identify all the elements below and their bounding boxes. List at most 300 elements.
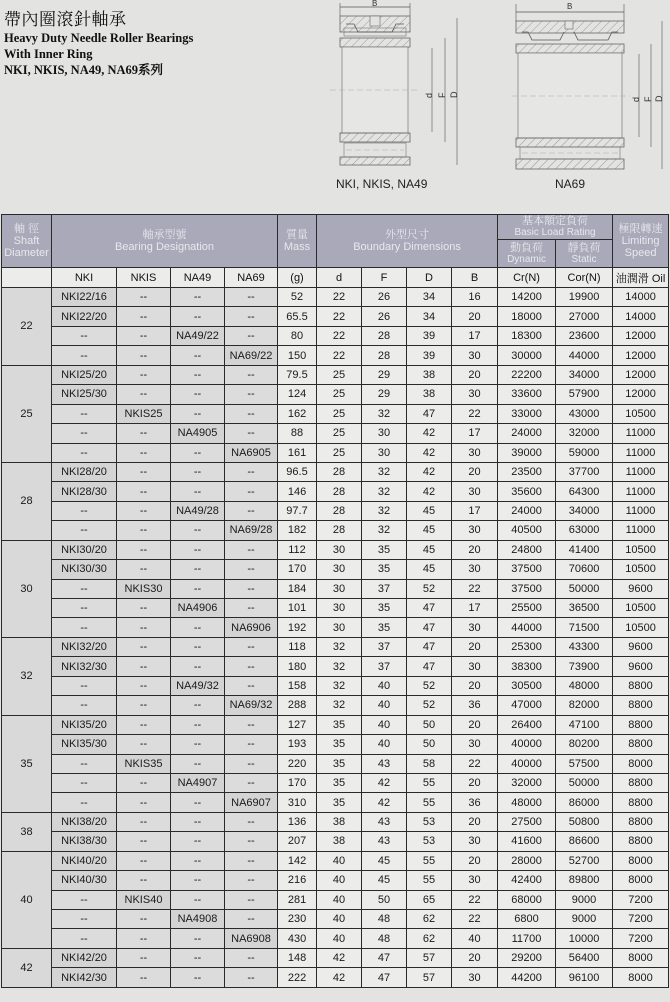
cell-na69: -- [225,404,278,423]
cell-cr: 23500 [498,462,556,481]
cell-d: 25 [317,404,362,423]
cell-outer-d: 57 [407,948,452,967]
cell-nki: NKI22/20 [52,307,117,326]
cell-cr: 68000 [498,890,556,909]
cell-f: 43 [362,754,407,773]
cell-cor: 59000 [556,443,613,462]
cell-mass: 118 [278,637,317,656]
cell-cr: 33600 [498,385,556,404]
cell-nkis: -- [117,346,171,365]
cell-cor: 52700 [556,851,613,870]
cell-b: 22 [452,910,498,929]
cell-na69: -- [225,812,278,831]
cell-d: 35 [317,793,362,812]
cell-cr: 39000 [498,443,556,462]
header-bearing-designation: 軸承型號 Bearing Designation [52,215,278,268]
cell-mass: 216 [278,871,317,890]
cell-f: 29 [362,365,407,384]
cell-na69: -- [225,424,278,443]
cell-speed: 8800 [613,735,669,754]
cell-outer-d: 52 [407,579,452,598]
cell-b: 20 [452,637,498,656]
cell-f: 32 [362,482,407,501]
cell-na49: -- [171,948,225,967]
cell-outer-d: 45 [407,501,452,520]
cell-outer-d: 55 [407,871,452,890]
cell-nkis: -- [117,307,171,326]
subheader-cell: 油潤滑 Oil [613,268,669,288]
cell-b: 20 [452,851,498,870]
cell-cr: 37500 [498,579,556,598]
cell-d: 32 [317,696,362,715]
subheader-cell: NA69 [225,268,278,288]
cell-b: 36 [452,793,498,812]
cell-b: 30 [452,385,498,404]
dim-d-label: d [424,92,434,98]
cell-speed: 10500 [613,618,669,637]
table-row [2,754,669,773]
table-row [2,579,669,598]
cell-nki: -- [52,424,117,443]
cell-mass: 220 [278,754,317,773]
table-row [2,676,669,695]
cell-na49: NA49/22 [171,326,225,345]
cell-cr: 14200 [498,288,556,307]
cell-na49: -- [171,754,225,773]
table-row [2,657,669,676]
cell-d: 30 [317,540,362,559]
cell-b: 20 [452,773,498,792]
cell-outer-d: 42 [407,482,452,501]
cell-f: 43 [362,832,407,851]
cell-f: 35 [362,599,407,618]
cell-outer-d: 62 [407,929,452,948]
cell-nkis: -- [117,851,171,870]
cell-outer-d: 50 [407,715,452,734]
bearing-diagram-na69 [512,0,667,172]
cell-speed: 10500 [613,404,669,423]
cell-outer-d: 62 [407,910,452,929]
cell-speed: 11000 [613,443,669,462]
cell-na69: -- [225,365,278,384]
title-series: NKI, NKIS, NA49, NA69系列 [4,63,164,77]
cell-speed: 11000 [613,462,669,481]
table-row [2,890,669,909]
header-dynamic: 動負荷 Dynamic [498,240,556,268]
cell-d: 30 [317,599,362,618]
cell-cr: 38300 [498,657,556,676]
cell-f: 48 [362,929,407,948]
cell-mass: 222 [278,968,317,987]
cell-cr: 24000 [498,424,556,443]
table-row [2,948,669,967]
cell-cor: 47100 [556,715,613,734]
header-shaft-diameter: 軸 徑 Shaft Diameter [2,215,52,268]
cell-cor: 34000 [556,365,613,384]
cell-nkis: -- [117,288,171,307]
table-row [2,404,669,423]
cell-speed: 9600 [613,657,669,676]
cell-f: 47 [362,968,407,987]
cell-outer-d: 42 [407,424,452,443]
cell-b: 22 [452,890,498,909]
cell-d: 25 [317,443,362,462]
cell-mass: 158 [278,676,317,695]
cell-na69: -- [225,579,278,598]
cell-speed: 8800 [613,696,669,715]
cell-cor: 50000 [556,579,613,598]
cell-d: 30 [317,560,362,579]
dim-b-label: B [372,0,378,8]
cell-nki: -- [52,793,117,812]
cell-mass: 65.5 [278,307,317,326]
table-row [2,307,669,326]
cell-b: 30 [452,560,498,579]
table-row [2,462,669,481]
cell-na69: -- [225,599,278,618]
cell-nki: -- [52,443,117,462]
cell-cor: 23600 [556,326,613,345]
cell-outer-d: 52 [407,696,452,715]
cell-d: 38 [317,832,362,851]
cell-cr: 25500 [498,599,556,618]
cell-na49: -- [171,871,225,890]
cell-d: 40 [317,871,362,890]
cell-outer-d: 45 [407,521,452,540]
bearing-spec-table [1,214,669,988]
cell-cor: 34000 [556,501,613,520]
cell-d: 32 [317,676,362,695]
cell-speed: 8000 [613,968,669,987]
cell-mass: 150 [278,346,317,365]
cell-cr: 26400 [498,715,556,734]
cell-na49: -- [171,540,225,559]
cell-f: 50 [362,890,407,909]
cell-speed: 11000 [613,482,669,501]
cell-d: 28 [317,482,362,501]
cell-mass: 136 [278,812,317,831]
cell-cr: 33000 [498,404,556,423]
cell-nki: NKI28/30 [52,482,117,501]
cell-nkis: -- [117,443,171,462]
subheader-cell: D [407,268,452,288]
cell-b: 30 [452,968,498,987]
cell-cr: 6800 [498,910,556,929]
cell-cor: 71500 [556,618,613,637]
cell-d: 42 [317,968,362,987]
cell-mass: 124 [278,385,317,404]
cell-na69: -- [225,851,278,870]
cell-cr: 48000 [498,793,556,812]
cell-d: 25 [317,365,362,384]
table-row [2,637,669,656]
cell-d: 28 [317,521,362,540]
cell-nki: NKI25/30 [52,385,117,404]
cell-cr: 27500 [498,812,556,831]
table-row [2,735,669,754]
cell-outer-d: 45 [407,560,452,579]
cell-nkis: -- [117,637,171,656]
cell-mass: 162 [278,404,317,423]
shaft-diameter-cell: 35 [2,715,52,812]
cell-f: 32 [362,404,407,423]
cell-nki: NKI40/30 [52,871,117,890]
cell-cr: 44000 [498,618,556,637]
subheader-cell: NA49 [171,268,225,288]
cell-na69: -- [225,676,278,695]
cell-d: 32 [317,657,362,676]
cell-na69: NA6905 [225,443,278,462]
dim-f-label: F [437,92,447,98]
table-row [2,346,669,365]
cell-nkis: -- [117,501,171,520]
cell-nkis: -- [117,910,171,929]
cell-cor: 27000 [556,307,613,326]
cell-nkis: -- [117,696,171,715]
cell-mass: 88 [278,424,317,443]
cell-cr: 25300 [498,637,556,656]
cell-cr: 40000 [498,754,556,773]
cell-cor: 70600 [556,560,613,579]
cell-speed: 7200 [613,910,669,929]
cell-speed: 8800 [613,676,669,695]
cell-d: 42 [317,948,362,967]
cell-f: 30 [362,424,407,443]
cell-na49: -- [171,637,225,656]
cell-cor: 80200 [556,735,613,754]
cell-f: 37 [362,637,407,656]
cell-na49: -- [171,618,225,637]
cell-nki: NKI25/20 [52,365,117,384]
cell-nki: -- [52,890,117,909]
cell-b: 20 [452,307,498,326]
cell-outer-d: 47 [407,637,452,656]
cell-cor: 50000 [556,773,613,792]
table-row [2,288,669,307]
cell-na49: -- [171,851,225,870]
cell-nki: NKI30/30 [52,560,117,579]
table-row [2,696,669,715]
cell-na49: -- [171,735,225,754]
cell-nki: NKI40/20 [52,851,117,870]
cell-d: 28 [317,501,362,520]
header-basic-load-rating: 基本額定負荷 Basic Load Rating [498,215,613,240]
cell-na69: -- [225,754,278,773]
cell-speed: 7200 [613,929,669,948]
cell-outer-d: 47 [407,599,452,618]
cell-outer-d: 47 [407,404,452,423]
table-row [2,968,669,987]
cell-f: 43 [362,812,407,831]
cell-nki: -- [52,521,117,540]
header-mass: 質量 Mass [278,215,317,268]
cell-na49: -- [171,346,225,365]
cell-speed: 8800 [613,773,669,792]
shaft-diameter-cell: 42 [2,948,52,987]
subheader-row [2,268,669,288]
subheader-cell: Cr(N) [498,268,556,288]
shaft-diameter-cell: 28 [2,462,52,540]
shaft-diameter-cell: 25 [2,365,52,462]
cell-outer-d: 55 [407,773,452,792]
cell-nkis: NKIS30 [117,579,171,598]
cell-f: 32 [362,462,407,481]
cell-na49: -- [171,832,225,851]
table-row [2,365,669,384]
cell-outer-d: 47 [407,618,452,637]
cell-cor: 10000 [556,929,613,948]
cell-f: 40 [362,696,407,715]
cell-mass: 310 [278,793,317,812]
dim-f-label: F [643,96,653,102]
cell-mass: 80 [278,326,317,345]
cell-mass: 207 [278,832,317,851]
cell-na49: NA49/32 [171,676,225,695]
table-row [2,424,669,443]
cell-na49: -- [171,579,225,598]
cell-mass: 193 [278,735,317,754]
cell-cor: 44000 [556,346,613,365]
cell-f: 45 [362,851,407,870]
cell-outer-d: 53 [407,812,452,831]
cell-nki: -- [52,501,117,520]
subheader-cell: d [317,268,362,288]
cell-nki: -- [52,326,117,345]
cell-nki: -- [52,773,117,792]
shaft-diameter-cell: 30 [2,540,52,637]
cell-outer-d: 42 [407,443,452,462]
cell-cor: 86600 [556,832,613,851]
subheader-cell: Cor(N) [556,268,613,288]
table-row [2,560,669,579]
title-chinese: 帶內圈滾針軸承 [4,10,127,29]
cell-outer-d: 58 [407,754,452,773]
cell-speed: 12000 [613,326,669,345]
table-row [2,812,669,831]
cell-f: 40 [362,676,407,695]
dim-d-outer-label: D [449,91,459,98]
cell-nki: NKI38/30 [52,832,117,851]
cell-cr: 35600 [498,482,556,501]
cell-mass: 148 [278,948,317,967]
cell-speed: 8000 [613,871,669,890]
cell-nkis: -- [117,793,171,812]
cell-na69: -- [225,871,278,890]
table-row [2,326,669,345]
cell-b: 30 [452,443,498,462]
cell-na69: NA6906 [225,618,278,637]
cell-b: 20 [452,812,498,831]
cell-cor: 63000 [556,521,613,540]
subheader-blank [2,268,52,288]
cell-speed: 9600 [613,579,669,598]
cell-speed: 10500 [613,599,669,618]
cell-na49: -- [171,443,225,462]
subheader-cell: NKIS [117,268,171,288]
cell-cr: 11700 [498,929,556,948]
cell-cr: 30000 [498,346,556,365]
cell-nki: -- [52,404,117,423]
cell-na49: -- [171,793,225,812]
cell-speed: 8000 [613,851,669,870]
cell-nkis: -- [117,560,171,579]
cell-na69: -- [225,540,278,559]
table-row [2,793,669,812]
cell-nkis: -- [117,365,171,384]
cell-f: 26 [362,307,407,326]
cell-na49: -- [171,657,225,676]
cell-mass: 170 [278,773,317,792]
cell-nkis: NKIS25 [117,404,171,423]
bearing-diagram-nki [330,0,470,172]
cell-nki: -- [52,599,117,618]
cell-cr: 30500 [498,676,556,695]
cell-mass: 161 [278,443,317,462]
cell-nkis: -- [117,424,171,443]
cell-b: 30 [452,735,498,754]
cell-b: 40 [452,929,498,948]
table-row [2,501,669,520]
cell-mass: 192 [278,618,317,637]
cell-f: 40 [362,715,407,734]
cell-na69: NA69/22 [225,346,278,365]
cell-na49: -- [171,560,225,579]
cell-na49: -- [171,307,225,326]
diagram-caption-nki: NKI, NKIS, NA49 [336,177,428,191]
cell-na49: NA49/28 [171,501,225,520]
cell-b: 16 [452,288,498,307]
cell-f: 29 [362,385,407,404]
cell-f: 35 [362,618,407,637]
cell-d: 22 [317,288,362,307]
cell-outer-d: 55 [407,793,452,812]
cell-speed: 14000 [613,307,669,326]
cell-na69: -- [225,326,278,345]
shaft-diameter-cell: 38 [2,812,52,851]
cell-na49: -- [171,288,225,307]
cell-f: 28 [362,326,407,345]
cell-na69: -- [225,307,278,326]
cell-na49: -- [171,365,225,384]
cell-cor: 9000 [556,890,613,909]
table-row [2,929,669,948]
cell-nkis: -- [117,871,171,890]
cell-na49: -- [171,890,225,909]
cell-mass: 112 [278,540,317,559]
cell-cor: 96100 [556,968,613,987]
cell-nkis: -- [117,482,171,501]
cell-nkis: -- [117,676,171,695]
cell-nkis: NKIS35 [117,754,171,773]
table-row [2,773,669,792]
cell-na69: NA6908 [225,929,278,948]
cell-nki: NKI35/20 [52,715,117,734]
cell-cr: 18300 [498,326,556,345]
cell-cr: 29200 [498,948,556,967]
cell-cor: 36500 [556,599,613,618]
cell-cor: 43000 [556,404,613,423]
cell-b: 30 [452,618,498,637]
cell-mass: 52 [278,288,317,307]
cell-nki: NKI42/20 [52,948,117,967]
table-row [2,482,669,501]
cell-na69: -- [225,735,278,754]
cell-na49: NA4908 [171,910,225,929]
cell-outer-d: 53 [407,832,452,851]
cell-cr: 37500 [498,560,556,579]
cell-b: 20 [452,715,498,734]
cell-cr: 40000 [498,735,556,754]
